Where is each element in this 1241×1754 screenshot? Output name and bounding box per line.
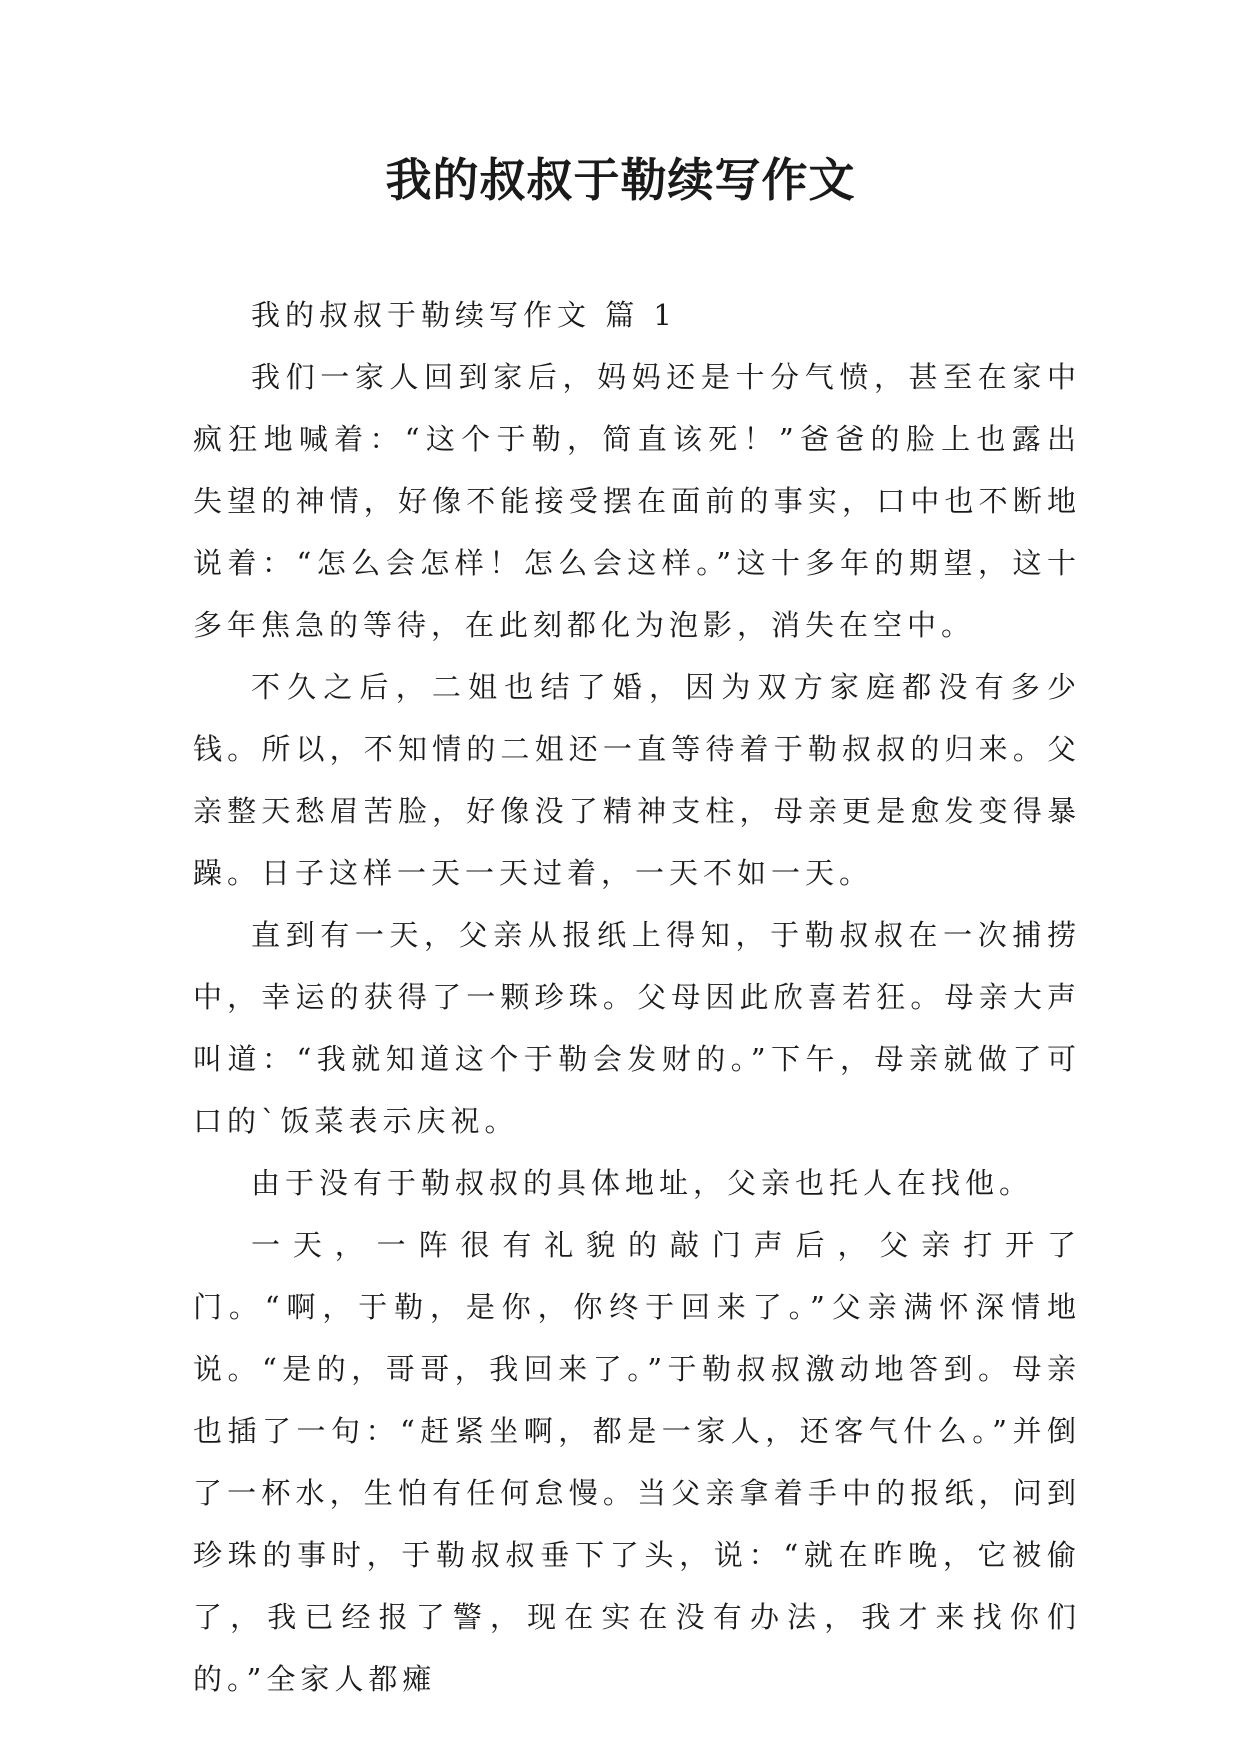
paragraph: 我们一家人回到家后，妈妈还是十分气愤，甚至在家中疯狂地喊着：“这个于勒，简直该死！”爸爸的脸上也露出失望的神情，好像不能接受摆在面前的事实，口中也不断地说着：“怎么会怎样！怎么会这样。”这十多年的期望，这十多年焦急的等待，在此刻都化为泡影，消失在空中。 bbox=[193, 360, 1081, 642]
paragraph: 直到有一天，父亲从报纸上得知，于勒叔叔在一次捕捞中，幸运的获得了一颗珍珠。父母因此欣喜若狂。母亲大声叫道：“我就知道这个于勒会发财的。”下午，母亲就做了可口的`饭菜表示庆祝。 bbox=[193, 918, 1081, 1138]
paragraph: 一天，一阵很有礼貌的敲门声后，父亲打开了门。“啊，于勒，是你，你终于回来了。”父亲满怀深情地说。“是的，哥哥，我回来了。”于勒叔叔激动地答到。母亲也插了一句：“赶紧坐啊，都是一家人，还客气什么。”并倒了一杯水，生怕有任何怠慢。当父亲拿着手中的报纸，问到珍珠的事时，于勒叔叔垂下了头，说：“就在昨晚，它被偷了，我已经报了警，现在实在没有办法，我才来找你们的。”全家人都瘫 bbox=[193, 1228, 1081, 1696]
document-title: 我的叔叔于勒续写作文 bbox=[385, 153, 856, 207]
paragraph: 由于没有于勒叔叔的具体地址，父亲也托人在找他。 bbox=[251, 1166, 1034, 1200]
paragraph: 不久之后，二姐也结了婚，因为双方家庭都没有多少钱。所以，不知情的二姐还一直等待着于勒叔叔的归来。父亲整天愁眉苦脸，好像没了精神支柱，母亲更是愈发变得暴躁。日子这样一天一天过着，一天不如一天。 bbox=[193, 670, 1081, 890]
article-body bbox=[193, 284, 1081, 1710]
article-subtitle: 我的叔叔于勒续写作文 篇 1 bbox=[251, 298, 677, 332]
